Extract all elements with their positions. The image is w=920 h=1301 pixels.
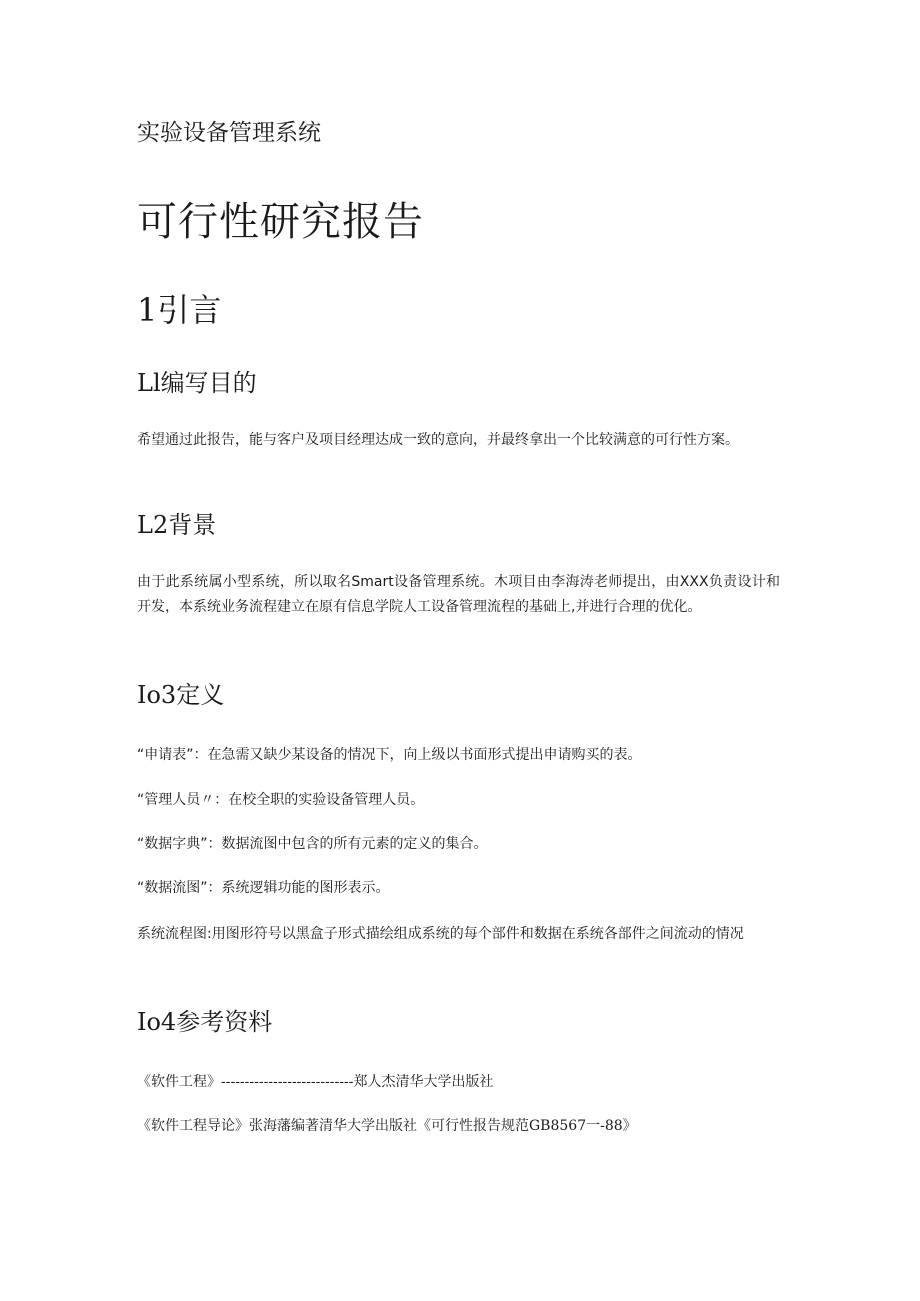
definition-item: “申请表”：在急需又缺少某设备的情况下，向上级以书面形式提出申请购买的表。 (137, 747, 642, 763)
purpose-paragraph: 希望通过此报告，能与客户及项目经理达成一致的意向，并最终拿出一个比较满意的可行性方案。 (137, 432, 739, 448)
section-heading-introduction: 1引言 (137, 291, 222, 329)
background-paragraph: 由于此系统属小型系统，所以取名Smart设备管理系统。木项目由李海涛老师提出，由XXX负责设计和开发，本系统业务流程建立在原有信息学院人工设备管理流程的基础上,并进行合理的优化。 (137, 574, 780, 615)
reference-item: 《软件工程》----------------------------郑人杰清华大学出版社 (137, 1074, 494, 1090)
subsection-heading-background: L2背景 (137, 511, 217, 539)
flowchart-definition-paragraph: 系统流程图:用图形符号以黑盒子形式描绘组成系统的每个部件和数据在系统各部件之间流动的情况 (137, 926, 744, 942)
subsection-heading-definitions: Io3定义 (137, 681, 225, 709)
subsection-heading-purpose: Ll编写目的 (137, 369, 257, 397)
system-title: 实验设备管理系统 (137, 120, 321, 146)
definition-item: “管理人员〃：在校全职的实验设备管理人员。 (137, 792, 425, 808)
definition-item: “数据流图”：系统逻辑功能的图形表示。 (137, 880, 390, 896)
definition-item: “数据字典”：数据流图中包含的所有元素的定义的集合。 (137, 836, 488, 852)
reference-item: 《软件工程导论》张海藩编著清华大学出版社《可行性报告规范GB8567一-88》 (137, 1118, 637, 1134)
document-title: 可行性研究报告 (137, 199, 424, 245)
subsection-heading-references: Io4参考资料 (137, 1008, 273, 1036)
